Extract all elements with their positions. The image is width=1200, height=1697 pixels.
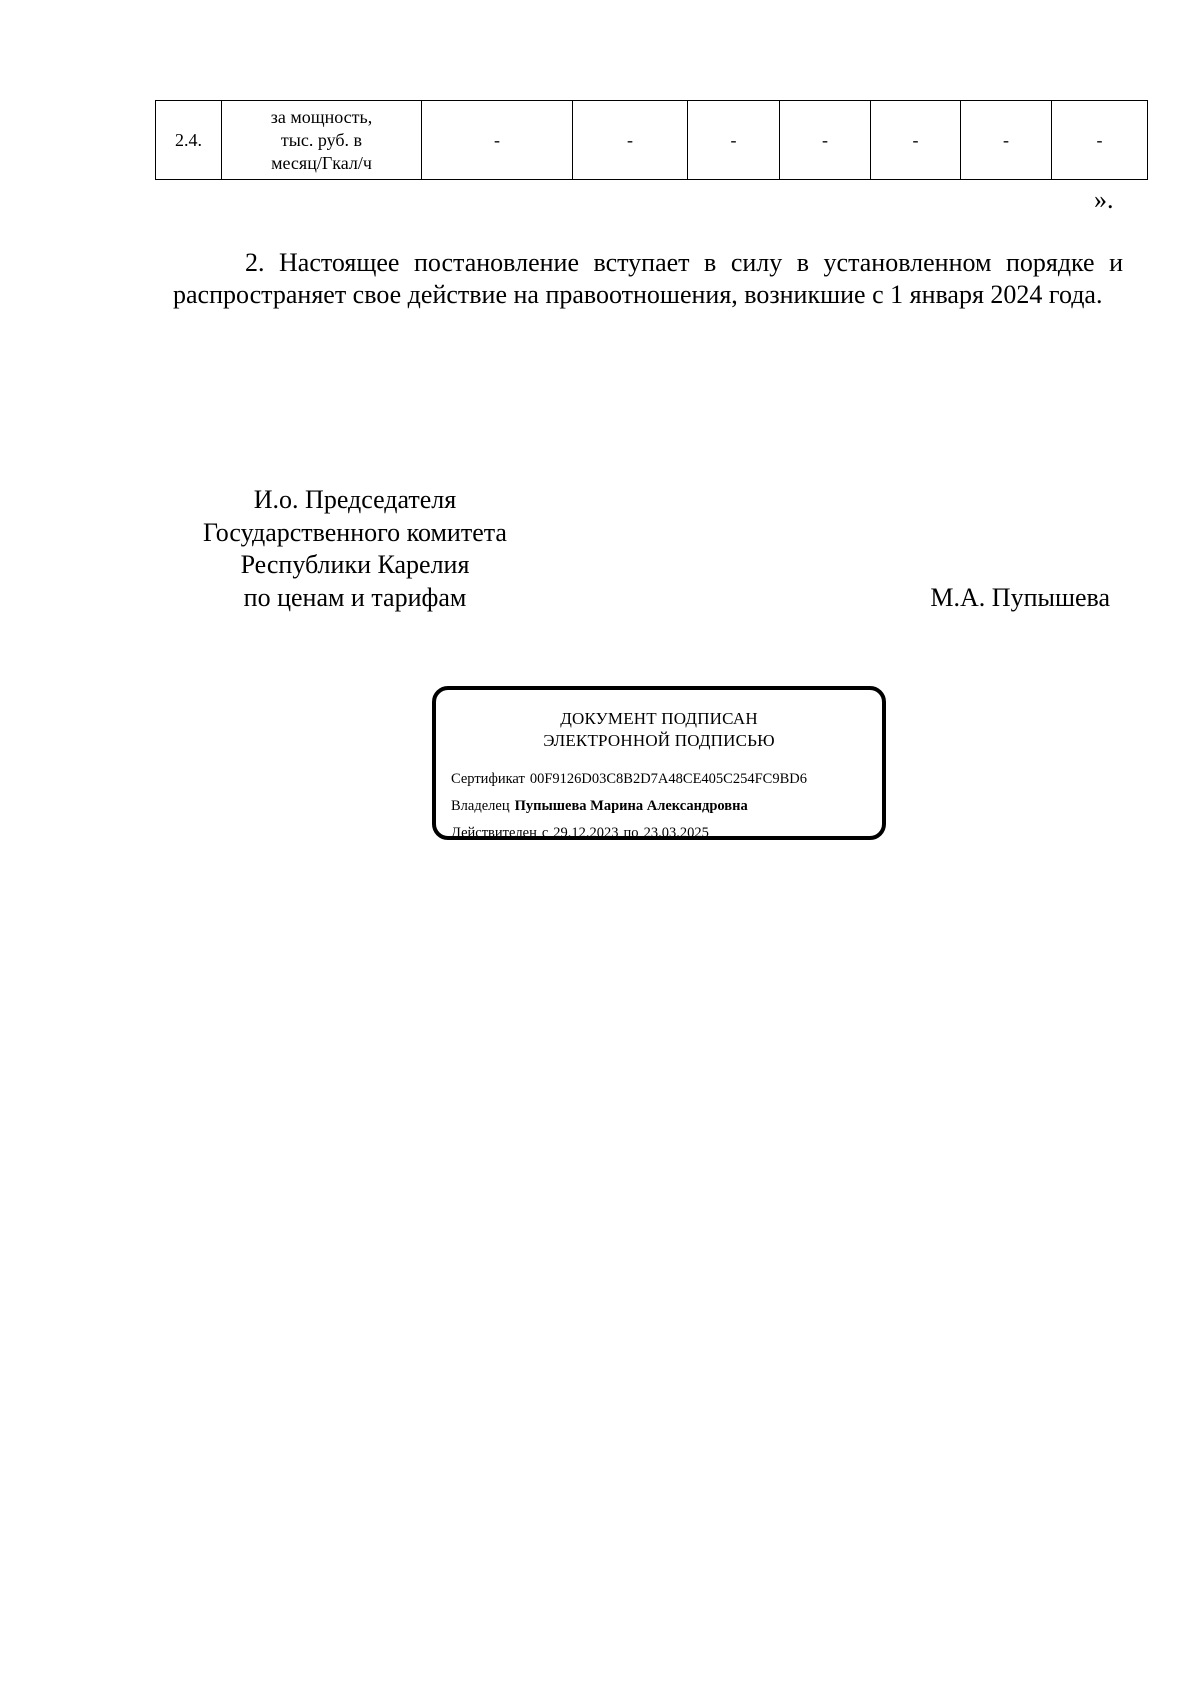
table-cell: - xyxy=(1052,101,1148,180)
signatory-name: М.А. Пупышева xyxy=(930,583,1110,612)
indicator-line: месяц/Гкал/ч xyxy=(271,152,372,173)
signatory-title-line: И.о. Председателя xyxy=(253,485,457,514)
electronic-signature-stamp xyxy=(432,686,886,840)
certificate-label: Сертификат xyxy=(451,771,525,787)
indicator-line: тыс. руб. в xyxy=(280,129,363,150)
owner-value: Пупышева Марина Александровна xyxy=(514,798,748,814)
certificate-value: 00F9126D03C8B2D7A48CE405C254FC9BD6 xyxy=(529,771,807,787)
valid-from-date: 29.12.2023 xyxy=(553,825,619,841)
owner-label: Владелец xyxy=(451,798,510,814)
stamp-owner-line xyxy=(451,793,807,820)
valid-label: Действителен xyxy=(451,825,537,841)
valid-to-prefix: по xyxy=(623,825,639,841)
table-row xyxy=(156,101,1148,180)
signatory-title xyxy=(175,484,535,614)
table-cell: - xyxy=(573,101,688,180)
stamp-details xyxy=(451,766,807,847)
stamp-heading-line: ДОКУМЕНТ ПОДПИСАН xyxy=(560,709,758,728)
table-cell: - xyxy=(422,101,573,180)
table-cell: - xyxy=(688,101,780,180)
stamp-validity-line xyxy=(451,820,807,847)
valid-to-date: 23.03.2025 xyxy=(643,825,709,841)
tariff-table-fragment xyxy=(155,100,1148,180)
stamp-heading xyxy=(436,708,882,752)
signatory-title-line: Государственного комитета xyxy=(203,517,507,547)
signatory-title-line: Республики Карелия xyxy=(240,550,470,579)
table-cell: - xyxy=(961,101,1052,180)
paragraph-2: 2. Настоящее постановление вступает в силу в установленном порядке и распространяет свое действие на правоотношения, возникшие с 1 января 2024 года. xyxy=(173,248,1123,309)
valid-from-prefix: с xyxy=(541,825,549,841)
row-indicator xyxy=(222,101,422,180)
stamp-certificate-line xyxy=(451,766,807,793)
row-number: 2.4. xyxy=(156,101,222,180)
signatory-title-line: по ценам и тарифам xyxy=(243,582,467,612)
stamp-heading-line: ЭЛЕКТРОННОЙ ПОДПИСЬЮ xyxy=(543,731,775,750)
table-cell: - xyxy=(780,101,871,180)
closing-quote: ». xyxy=(1094,185,1114,214)
table-cell: - xyxy=(871,101,961,180)
indicator-line: за мощность, xyxy=(270,106,373,127)
